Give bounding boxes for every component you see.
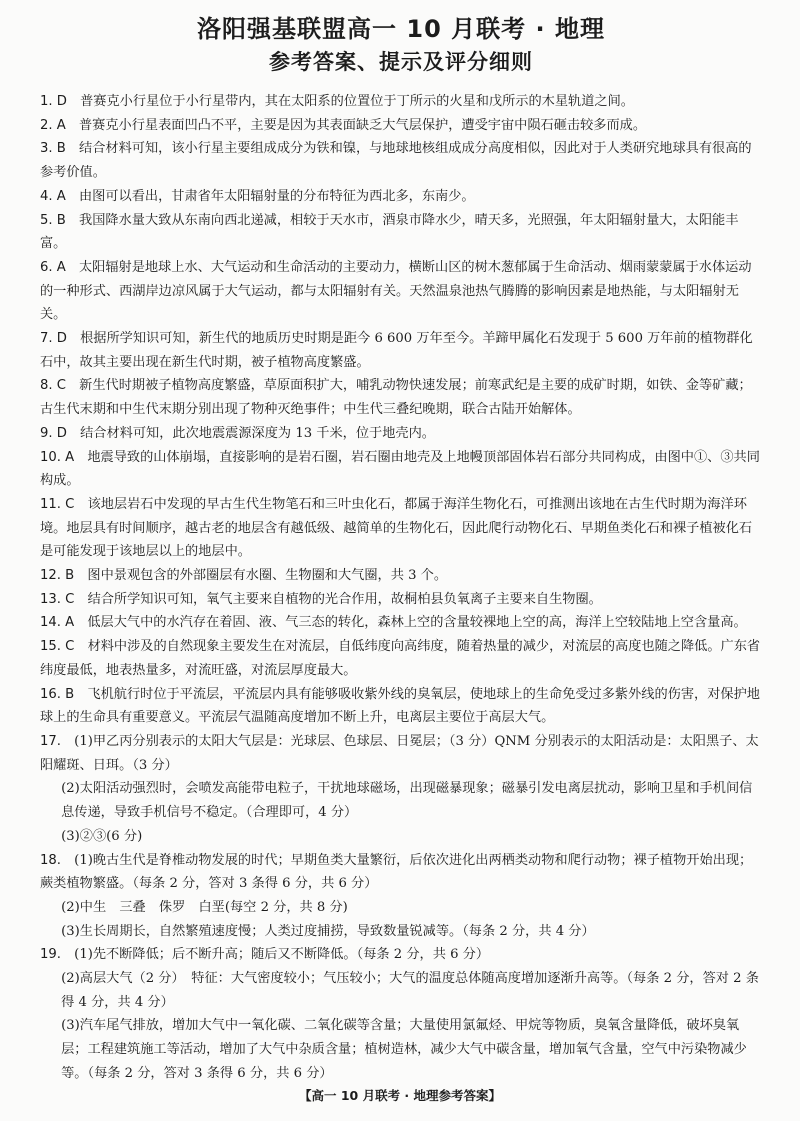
answer-item [40,114,762,138]
answer-text: 我国降水量大致从东南向西北递减，相较于天水市，酒泉市降水少，晴天多，光照强，年太阳辐射量大，太阳能丰富。 [40,212,739,252]
answer-text: 该地层岩石中发现的早古生代生物笔石和三叶虫化石，都属于海洋生物化石，可推测出该地在古生代时期为海洋环境。地层具有时间顺序，越古老的地层含有越低级、越简单的生物化石，因此爬行动物化石、早期鱼类化石和裸子植被化石是可能发现于该地层以上的地层中。 [40,496,753,560]
answer-text: 根据所学知识可知，新生代的地质历史时期是距今 6 600 万年至今。羊蹄甲属化石发现于 5 600 万年前的植物群化石中，故其主要出现在新生代时期，被子植物高度繁盛。 [40,331,753,370]
answer-item [40,493,762,564]
answer-subpart: (3)②③(6 分) [61,828,143,844]
answer-number: 5. B [40,212,66,228]
answer-text: 新生代时期被子植物高度繁盛，草原面积扩大，哺乳动物快速发展；前寒武纪是主要的成矿时期，如铁、金等矿藏；古生代末期和中生代末期分别出现了物种灭绝事件；中生代三叠纪晚期，联合古陆开始解体。 [40,378,752,418]
answer-number: 10. A [40,449,75,465]
answer-number: 4. A [40,188,66,204]
page-subtitle: 参考答案、提示及评分细则 [269,50,533,74]
answer-number: 19. [40,947,61,963]
answer-item [40,611,762,635]
answer-number: 15. C [40,639,75,655]
answer-number: 6. A [40,259,66,275]
answer-number: 13. C [40,591,75,607]
answer-subpart: (2)太阳活动强烈时，会喷发高能带电粒子，干扰地球磁场，出现磁暴现象；磁暴引发电离层扰动，影响卫星和手机间信息传递，导致手机信号不稳定。（合理即可，4 分） [61,781,753,821]
answer-text: 结合所学知识可知，氧气主要来自植物的光合作用，故桐柏县负氧离子主要来自生物圈。 [87,591,602,607]
answer-item [40,90,762,114]
answer-text: (1)晚古生代是脊椎动物发展的时代；早期鱼类大量繁衍，后依次进化出两栖类动物和爬行动物；裸子植物开始出现；蕨类植物繁盛。（每条 2 分，答对 3 条得 6 分，共 6 分） [40,852,753,892]
answer-number: 8. C [40,378,66,394]
answer-item [40,327,762,374]
answer-text: 普赛克小行星位于小行星带内，其在太阳系的位置位于丁所示的火星和戊所示的木星轨道之间。 [80,94,634,109]
page-footer: 【高一 10 月联考 · 地理参考答案】 [298,1088,502,1103]
answer-number: 3. B [40,141,66,157]
answer-text: 地震导致的山体崩塌，直接影响的是岩石圈，岩石圈由地壳及上地幔顶部固体岩石部分共同构成，由图中①、③共同构成。 [40,449,760,489]
answer-number: 1. D [40,94,67,109]
answer-number: 12. B [40,568,75,584]
answer-text: 材料中涉及的自然现象主要发生在对流层，自低纬度向高纬度，随着热量的减少，对流层的高度也随之降低。广东省纬度最低，地表热量多，对流旺盛，对流层厚度最大。 [40,639,761,678]
answer-number: 16. B [40,686,75,702]
answer-item [40,564,762,588]
answer-item [40,730,762,849]
answer-text: (1)先不断降低；后不断升高；随后又不断降低。（每条 2 分，共 6 分） [74,947,490,963]
answer-list [40,90,762,1086]
answer-text: (1)甲乙丙分别表示的太阳大气层是：光球层、色球层、日冕层；（3 分）QNM 分别表示的太阳活动是：太阳黑子、太阳耀斑、日珥。（3 分） [40,733,759,773]
answer-item [40,185,762,209]
answer-number: 2. A [40,117,66,133]
answer-text: 结合材料可知，此次地震震源深度为 13 千米，位于地壳内。 [80,425,435,441]
answer-item [40,422,762,446]
answer-item [40,635,762,682]
answer-subpart: (3)汽车尾气排放，增加大气中一氧化碳、二氧化碳等含量；大量使用氯氟烃、甲烷等物质，臭氧含量降低，破坏臭氧层；工程建筑施工等活动，增加了大气中杂质含量；植树造林，减少大气中碳含量，增加氧气含量，空气中污染物减少等。（每条 2 分，答对 3 条得 6 分，共 6 分） [61,1018,747,1081]
answer-item [40,849,762,944]
answer-number: 9. D [40,425,67,441]
answer-subpart: (2)中生 三叠 侏罗 白垩(每空 2 分，共 8 分) [61,899,348,915]
answer-subpart: (2)高层大气（2 分） 特征：大气密度较小；气压较小；大气的温度总体随高度增加逐渐升高等。（每条 2 分，答对 2 条得 4 分，共 4 分） [61,971,759,1010]
answer-text: 飞机航行时位于平流层，平流层内具有能够吸收紫外线的臭氧层，使地球上的生命免受过多紫外线的伤害，对保护地球上的生命具有重要意义。平流层气温随高度增加不断上升，电离层主要位于高层大气。 [40,686,760,726]
answer-number: 14. A [40,615,75,631]
answer-text: 普赛克小行星表面凹凸不平，主要是因为其表面缺乏大气层保护，遭受宇宙中陨石砸击较多而成。 [78,117,647,133]
answer-item [40,588,762,612]
answer-subpart: (3)生长周期长，自然繁殖速度慢；人类过度捕捞，导致数量锐减等。（每条 2 分，共 4 分） [61,923,595,939]
answer-item [40,683,762,730]
answer-number: 17. [40,733,61,749]
answer-number: 11. C [40,496,75,512]
answer-text: 太阳辐射是地球上水、大气运动和生命活动的主要动力，横断山区的树木葱郁属于生命活动、烟雨蒙蒙属于水体运动的一种形式、西湖岸边凉风属于大气运动，都与太阳辐射有关。天然温泉池热气腾腾的影响因素是地热能，与太阳辐射无关。 [40,259,752,323]
answer-item [40,446,762,493]
answer-item [40,209,762,256]
answer-text: 低层大气中的水汽存在着固、液、气三态的转化，森林上空的含量较裸地上空的高，海洋上空较陆地上空含量高。 [87,615,747,631]
answer-number: 18. [40,852,61,868]
answer-text: 由图可以看出，甘肃省年太阳辐射量的分布特征为西北多，东南少。 [78,188,475,204]
answer-text: 结合材料可知，该小行星主要组成成分为铁和镍，与地球地核组成成分高度相似，因此对于人类研究地球具有很高的参考价值。 [40,141,752,181]
answer-item [40,256,762,327]
answer-item [40,137,762,184]
answer-number: 7. D [40,331,67,347]
page-title: 洛阳强基联盟高一 10 月联考 · 地理 [197,15,605,43]
answer-item [40,943,762,1085]
answer-item [40,374,762,421]
answer-text: 图中景观包含的外部圈层有水圈、生物圈和大气圈，共 3 个。 [87,568,448,584]
